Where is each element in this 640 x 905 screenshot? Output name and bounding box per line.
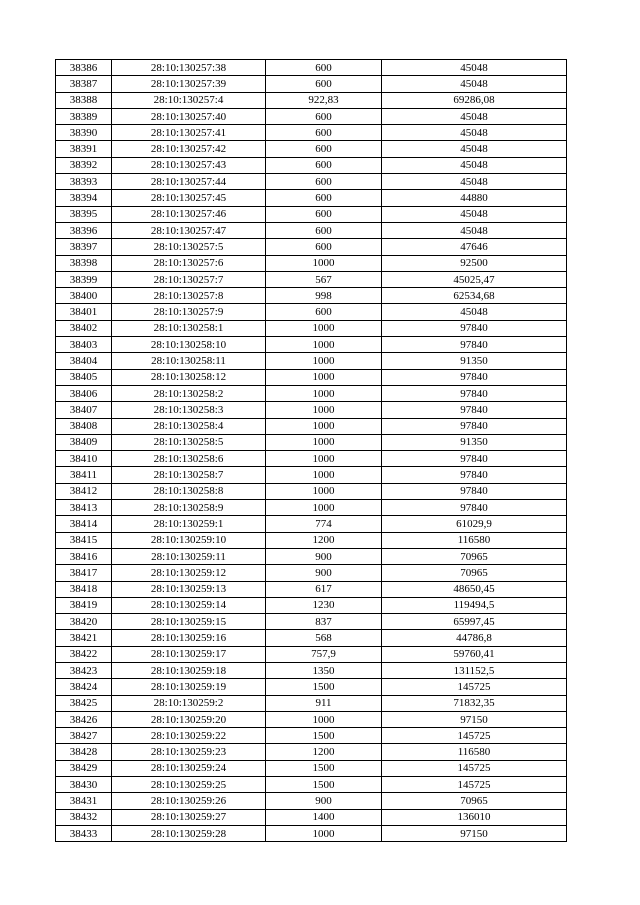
table-row bbox=[56, 385, 567, 401]
table-body bbox=[56, 60, 567, 842]
value-cell: 91350 bbox=[382, 434, 567, 450]
table-row bbox=[56, 630, 567, 646]
cadastral-number-cell: 28:10:130259:28 bbox=[112, 825, 266, 841]
table-row bbox=[56, 288, 567, 304]
area-cell: 1000 bbox=[266, 337, 382, 353]
value-cell: 91350 bbox=[382, 353, 567, 369]
row-number-cell: 38391 bbox=[56, 141, 112, 157]
row-number-cell: 38404 bbox=[56, 353, 112, 369]
area-cell: 1500 bbox=[266, 760, 382, 776]
value-cell: 45025,47 bbox=[382, 271, 567, 287]
cadastral-number-cell: 28:10:130257:6 bbox=[112, 255, 266, 271]
cadastral-number-cell: 28:10:130257:46 bbox=[112, 206, 266, 222]
row-number-cell: 38412 bbox=[56, 483, 112, 499]
value-cell: 70965 bbox=[382, 548, 567, 564]
row-number-cell: 38409 bbox=[56, 434, 112, 450]
cadastral-number-cell: 28:10:130259:12 bbox=[112, 565, 266, 581]
value-cell: 97150 bbox=[382, 825, 567, 841]
cadastral-number-cell: 28:10:130259:20 bbox=[112, 711, 266, 727]
table-row bbox=[56, 434, 567, 450]
value-cell: 116580 bbox=[382, 744, 567, 760]
area-cell: 1000 bbox=[266, 418, 382, 434]
cadastral-number-cell: 28:10:130258:10 bbox=[112, 337, 266, 353]
value-cell: 97840 bbox=[382, 337, 567, 353]
row-number-cell: 38407 bbox=[56, 402, 112, 418]
row-number-cell: 38430 bbox=[56, 777, 112, 793]
row-number-cell: 38426 bbox=[56, 711, 112, 727]
cadastral-number-cell: 28:10:130258:5 bbox=[112, 434, 266, 450]
value-cell: 61029,9 bbox=[382, 516, 567, 532]
row-number-cell: 38389 bbox=[56, 108, 112, 124]
cadastral-number-cell: 28:10:130258:9 bbox=[112, 500, 266, 516]
table-row bbox=[56, 369, 567, 385]
value-cell: 69286,08 bbox=[382, 92, 567, 108]
area-cell: 1000 bbox=[266, 467, 382, 483]
row-number-cell: 38433 bbox=[56, 825, 112, 841]
value-cell: 97840 bbox=[382, 402, 567, 418]
table-row bbox=[56, 646, 567, 662]
table-row bbox=[56, 532, 567, 548]
row-number-cell: 38416 bbox=[56, 548, 112, 564]
value-cell: 45048 bbox=[382, 76, 567, 92]
cadastral-number-cell: 28:10:130258:4 bbox=[112, 418, 266, 434]
cadastral-number-cell: 28:10:130259:14 bbox=[112, 597, 266, 613]
value-cell: 97840 bbox=[382, 483, 567, 499]
table-row bbox=[56, 174, 567, 190]
cadastral-number-cell: 28:10:130257:42 bbox=[112, 141, 266, 157]
cadastral-number-cell: 28:10:130259:22 bbox=[112, 728, 266, 744]
area-cell: 600 bbox=[266, 206, 382, 222]
table-row bbox=[56, 60, 567, 76]
area-cell: 1500 bbox=[266, 728, 382, 744]
cadastral-number-cell: 28:10:130257:8 bbox=[112, 288, 266, 304]
row-number-cell: 38418 bbox=[56, 581, 112, 597]
value-cell: 145725 bbox=[382, 728, 567, 744]
area-cell: 900 bbox=[266, 548, 382, 564]
row-number-cell: 38393 bbox=[56, 174, 112, 190]
area-cell: 757,9 bbox=[266, 646, 382, 662]
table-row bbox=[56, 614, 567, 630]
table-row bbox=[56, 467, 567, 483]
cadastral-number-cell: 28:10:130258:11 bbox=[112, 353, 266, 369]
area-cell: 1000 bbox=[266, 825, 382, 841]
cadastral-number-cell: 28:10:130259:15 bbox=[112, 614, 266, 630]
value-cell: 97840 bbox=[382, 451, 567, 467]
value-cell: 119494,5 bbox=[382, 597, 567, 613]
row-number-cell: 38423 bbox=[56, 662, 112, 678]
cadastral-number-cell: 28:10:130259:23 bbox=[112, 744, 266, 760]
table-row bbox=[56, 581, 567, 597]
area-cell: 922,83 bbox=[266, 92, 382, 108]
value-cell: 145725 bbox=[382, 760, 567, 776]
value-cell: 65997,45 bbox=[382, 614, 567, 630]
cadastral-number-cell: 28:10:130257:43 bbox=[112, 157, 266, 173]
value-cell: 45048 bbox=[382, 157, 567, 173]
row-number-cell: 38427 bbox=[56, 728, 112, 744]
cadastral-number-cell: 28:10:130258:1 bbox=[112, 320, 266, 336]
table-row bbox=[56, 777, 567, 793]
value-cell: 45048 bbox=[382, 141, 567, 157]
cadastral-number-cell: 28:10:130257:47 bbox=[112, 222, 266, 238]
area-cell: 600 bbox=[266, 157, 382, 173]
cadastral-number-cell: 28:10:130258:12 bbox=[112, 369, 266, 385]
cadastral-number-cell: 28:10:130259:2 bbox=[112, 695, 266, 711]
table-row bbox=[56, 728, 567, 744]
row-number-cell: 38428 bbox=[56, 744, 112, 760]
area-cell: 1000 bbox=[266, 255, 382, 271]
cadastral-number-cell: 28:10:130257:41 bbox=[112, 125, 266, 141]
area-cell: 567 bbox=[266, 271, 382, 287]
table-row bbox=[56, 597, 567, 613]
row-number-cell: 38400 bbox=[56, 288, 112, 304]
value-cell: 45048 bbox=[382, 222, 567, 238]
cadastral-number-cell: 28:10:130259:16 bbox=[112, 630, 266, 646]
area-cell: 837 bbox=[266, 614, 382, 630]
table-row bbox=[56, 825, 567, 841]
area-cell: 600 bbox=[266, 108, 382, 124]
table-row bbox=[56, 304, 567, 320]
value-cell: 97150 bbox=[382, 711, 567, 727]
row-number-cell: 38413 bbox=[56, 500, 112, 516]
value-cell: 97840 bbox=[382, 418, 567, 434]
value-cell: 92500 bbox=[382, 255, 567, 271]
area-cell: 1350 bbox=[266, 662, 382, 678]
cadastral-number-cell: 28:10:130258:3 bbox=[112, 402, 266, 418]
row-number-cell: 38394 bbox=[56, 190, 112, 206]
cadastral-number-cell: 28:10:130259:26 bbox=[112, 793, 266, 809]
cadastral-number-cell: 28:10:130258:2 bbox=[112, 385, 266, 401]
value-cell: 97840 bbox=[382, 467, 567, 483]
row-number-cell: 38414 bbox=[56, 516, 112, 532]
value-cell: 45048 bbox=[382, 60, 567, 76]
table-row bbox=[56, 500, 567, 516]
row-number-cell: 38431 bbox=[56, 793, 112, 809]
table-row bbox=[56, 418, 567, 434]
area-cell: 1000 bbox=[266, 402, 382, 418]
table-row bbox=[56, 76, 567, 92]
area-cell: 774 bbox=[266, 516, 382, 532]
row-number-cell: 38419 bbox=[56, 597, 112, 613]
area-cell: 1500 bbox=[266, 679, 382, 695]
row-number-cell: 38415 bbox=[56, 532, 112, 548]
area-cell: 600 bbox=[266, 125, 382, 141]
table-row bbox=[56, 793, 567, 809]
row-number-cell: 38387 bbox=[56, 76, 112, 92]
cadastral-number-cell: 28:10:130259:17 bbox=[112, 646, 266, 662]
area-cell: 600 bbox=[266, 222, 382, 238]
value-cell: 97840 bbox=[382, 320, 567, 336]
table-row bbox=[56, 662, 567, 678]
table-row bbox=[56, 239, 567, 255]
area-cell: 617 bbox=[266, 581, 382, 597]
value-cell: 45048 bbox=[382, 108, 567, 124]
row-number-cell: 38417 bbox=[56, 565, 112, 581]
value-cell: 45048 bbox=[382, 125, 567, 141]
area-cell: 1000 bbox=[266, 385, 382, 401]
area-cell: 911 bbox=[266, 695, 382, 711]
table-row bbox=[56, 206, 567, 222]
row-number-cell: 38420 bbox=[56, 614, 112, 630]
table-row bbox=[56, 516, 567, 532]
area-cell: 1000 bbox=[266, 500, 382, 516]
area-cell: 568 bbox=[266, 630, 382, 646]
table-row bbox=[56, 190, 567, 206]
table-row bbox=[56, 402, 567, 418]
row-number-cell: 38429 bbox=[56, 760, 112, 776]
area-cell: 1000 bbox=[266, 711, 382, 727]
table-row bbox=[56, 320, 567, 336]
area-cell: 1230 bbox=[266, 597, 382, 613]
value-cell: 145725 bbox=[382, 777, 567, 793]
area-cell: 600 bbox=[266, 76, 382, 92]
row-number-cell: 38422 bbox=[56, 646, 112, 662]
area-cell: 1000 bbox=[266, 320, 382, 336]
row-number-cell: 38386 bbox=[56, 60, 112, 76]
value-cell: 116580 bbox=[382, 532, 567, 548]
cadastral-number-cell: 28:10:130258:6 bbox=[112, 451, 266, 467]
row-number-cell: 38397 bbox=[56, 239, 112, 255]
cadastral-number-cell: 28:10:130259:25 bbox=[112, 777, 266, 793]
row-number-cell: 38395 bbox=[56, 206, 112, 222]
area-cell: 998 bbox=[266, 288, 382, 304]
row-number-cell: 38402 bbox=[56, 320, 112, 336]
area-cell: 1000 bbox=[266, 451, 382, 467]
value-cell: 97840 bbox=[382, 385, 567, 401]
area-cell: 900 bbox=[266, 565, 382, 581]
area-cell: 600 bbox=[266, 190, 382, 206]
area-cell: 1200 bbox=[266, 532, 382, 548]
area-cell: 600 bbox=[266, 141, 382, 157]
table-row bbox=[56, 271, 567, 287]
table-row bbox=[56, 108, 567, 124]
cadastral-number-cell: 28:10:130257:9 bbox=[112, 304, 266, 320]
row-number-cell: 38405 bbox=[56, 369, 112, 385]
cadastral-number-cell: 28:10:130259:19 bbox=[112, 679, 266, 695]
table-row bbox=[56, 125, 567, 141]
table-row bbox=[56, 92, 567, 108]
cadastral-number-cell: 28:10:130259:10 bbox=[112, 532, 266, 548]
area-cell: 1000 bbox=[266, 434, 382, 450]
row-number-cell: 38410 bbox=[56, 451, 112, 467]
value-cell: 48650,45 bbox=[382, 581, 567, 597]
table-row bbox=[56, 548, 567, 564]
cadastral-number-cell: 28:10:130259:18 bbox=[112, 662, 266, 678]
row-number-cell: 38424 bbox=[56, 679, 112, 695]
area-cell: 1400 bbox=[266, 809, 382, 825]
row-number-cell: 38411 bbox=[56, 467, 112, 483]
row-number-cell: 38398 bbox=[56, 255, 112, 271]
row-number-cell: 38421 bbox=[56, 630, 112, 646]
area-cell: 1500 bbox=[266, 777, 382, 793]
row-number-cell: 38406 bbox=[56, 385, 112, 401]
value-cell: 70965 bbox=[382, 793, 567, 809]
row-number-cell: 38408 bbox=[56, 418, 112, 434]
area-cell: 600 bbox=[266, 174, 382, 190]
value-cell: 131152,5 bbox=[382, 662, 567, 678]
table-row bbox=[56, 744, 567, 760]
cadastral-number-cell: 28:10:130257:39 bbox=[112, 76, 266, 92]
value-cell: 70965 bbox=[382, 565, 567, 581]
table-row bbox=[56, 222, 567, 238]
cadastral-number-cell: 28:10:130257:38 bbox=[112, 60, 266, 76]
value-cell: 71832,35 bbox=[382, 695, 567, 711]
value-cell: 145725 bbox=[382, 679, 567, 695]
value-cell: 59760,41 bbox=[382, 646, 567, 662]
row-number-cell: 38401 bbox=[56, 304, 112, 320]
area-cell: 1000 bbox=[266, 353, 382, 369]
table-row bbox=[56, 157, 567, 173]
value-cell: 136010 bbox=[382, 809, 567, 825]
value-cell: 45048 bbox=[382, 304, 567, 320]
table-row bbox=[56, 255, 567, 271]
row-number-cell: 38390 bbox=[56, 125, 112, 141]
cadastral-number-cell: 28:10:130257:45 bbox=[112, 190, 266, 206]
table-row bbox=[56, 141, 567, 157]
cadastral-number-cell: 28:10:130259:27 bbox=[112, 809, 266, 825]
cadastral-number-cell: 28:10:130259:1 bbox=[112, 516, 266, 532]
area-cell: 1000 bbox=[266, 483, 382, 499]
table-row bbox=[56, 695, 567, 711]
row-number-cell: 38403 bbox=[56, 337, 112, 353]
table-row bbox=[56, 679, 567, 695]
cadastral-number-cell: 28:10:130257:7 bbox=[112, 271, 266, 287]
data-table bbox=[55, 59, 567, 842]
table-row bbox=[56, 337, 567, 353]
value-cell: 45048 bbox=[382, 206, 567, 222]
value-cell: 44880 bbox=[382, 190, 567, 206]
row-number-cell: 38425 bbox=[56, 695, 112, 711]
cadastral-number-cell: 28:10:130258:7 bbox=[112, 467, 266, 483]
row-number-cell: 38432 bbox=[56, 809, 112, 825]
cadastral-number-cell: 28:10:130258:8 bbox=[112, 483, 266, 499]
row-number-cell: 38399 bbox=[56, 271, 112, 287]
cadastral-number-cell: 28:10:130257:5 bbox=[112, 239, 266, 255]
cadastral-number-cell: 28:10:130257:4 bbox=[112, 92, 266, 108]
table-row bbox=[56, 451, 567, 467]
value-cell: 47646 bbox=[382, 239, 567, 255]
area-cell: 1200 bbox=[266, 744, 382, 760]
area-cell: 1000 bbox=[266, 369, 382, 385]
cadastral-number-cell: 28:10:130259:24 bbox=[112, 760, 266, 776]
area-cell: 600 bbox=[266, 239, 382, 255]
table-row bbox=[56, 483, 567, 499]
value-cell: 44786,8 bbox=[382, 630, 567, 646]
table-row bbox=[56, 711, 567, 727]
area-cell: 900 bbox=[266, 793, 382, 809]
value-cell: 97840 bbox=[382, 500, 567, 516]
area-cell: 600 bbox=[266, 60, 382, 76]
table-row bbox=[56, 809, 567, 825]
table-row bbox=[56, 760, 567, 776]
area-cell: 600 bbox=[266, 304, 382, 320]
cadastral-number-cell: 28:10:130259:11 bbox=[112, 548, 266, 564]
cadastral-number-cell: 28:10:130259:13 bbox=[112, 581, 266, 597]
row-number-cell: 38392 bbox=[56, 157, 112, 173]
cadastral-number-cell: 28:10:130257:40 bbox=[112, 108, 266, 124]
value-cell: 45048 bbox=[382, 174, 567, 190]
value-cell: 97840 bbox=[382, 369, 567, 385]
cadastral-number-cell: 28:10:130257:44 bbox=[112, 174, 266, 190]
table-row bbox=[56, 565, 567, 581]
table-row bbox=[56, 353, 567, 369]
row-number-cell: 38388 bbox=[56, 92, 112, 108]
value-cell: 62534,68 bbox=[382, 288, 567, 304]
row-number-cell: 38396 bbox=[56, 222, 112, 238]
